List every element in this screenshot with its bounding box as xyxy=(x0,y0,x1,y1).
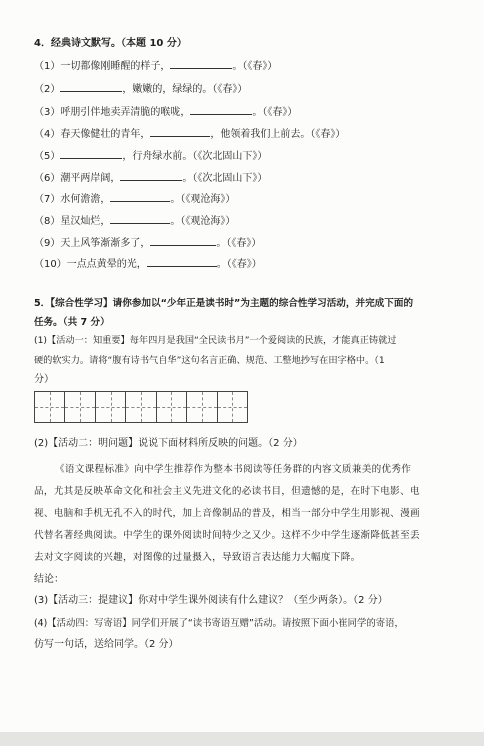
q4-item-10-post: 。（《春》） xyxy=(216,259,262,270)
q4-item-3-pre: （3）呼朋引伴地卖弄清脆的喉咙， xyxy=(34,107,191,118)
grid-cell[interactable] xyxy=(218,392,247,422)
q4-item-8 xyxy=(34,213,235,228)
q4-item-7-pre: （7）水何澹澹， xyxy=(34,194,111,205)
material-line-2: 品，尤其是反映革命文化和社会主义先进文化的必读书目，但遗憾的是，在时下电影、电 xyxy=(34,486,420,497)
q4-item-7 xyxy=(34,191,235,206)
activity-1-line-1: (1)【活动一：知重要】每年四月是我国“全民读书月”一个爱阅读的民族，才能真正铸就过 xyxy=(34,335,397,346)
activity-2: (2)【活动二：明问题】说说下面材料所反映的问题。（2 分） xyxy=(34,438,303,449)
material-line-1: 《语文课程标准》向中学生推荐作为整本书阅读等任务群的内容文质兼美的优秀作 xyxy=(55,464,412,475)
answer-blank[interactable] xyxy=(147,256,217,267)
answer-blank[interactable] xyxy=(150,235,216,246)
q4-item-10 xyxy=(34,256,262,271)
q4-item-3-post: 。（《春》） xyxy=(252,107,298,118)
q4-item-10-pre: （10）一点点黄晕的光， xyxy=(34,259,147,270)
activity-1-line-2: 硬的软实力。请将“腹有诗书气自华”这句名言正确、规范、工整地抄写在田字格中。（1 xyxy=(34,355,385,366)
conclusion-label: 结论： xyxy=(34,574,64,585)
q4-item-6-post: 。（《次北固山下》） xyxy=(182,173,268,184)
q4-item-5-pre: （5） xyxy=(34,151,61,162)
activity-3: (3)【活动三：提建议】你对中学生课外阅读有什么建议？（至少两条）。（2 分） xyxy=(34,595,388,606)
q4-item-4-post: ，他领着我们上前去。（《春》） xyxy=(210,129,346,140)
q4-item-4 xyxy=(34,126,345,141)
answer-blank[interactable] xyxy=(120,170,182,181)
grid-cell[interactable] xyxy=(35,392,65,422)
material-line-5: 去对文字阅读的兴趣，对图像的过量摄入，导致语言表达能力大幅度下降。 xyxy=(34,552,361,563)
q4-item-6-pre: （6）潮平两岸阔， xyxy=(34,173,121,184)
q4-item-3 xyxy=(34,104,297,119)
q4-item-1-post: 。（《春》） xyxy=(232,61,278,72)
q4-item-9 xyxy=(34,235,261,250)
answer-blank[interactable] xyxy=(110,213,170,224)
grid-cell[interactable] xyxy=(187,392,217,422)
q4-item-5-post: ，行舟绿水前。（《次北固山下》） xyxy=(122,151,268,162)
grid-cell[interactable] xyxy=(157,392,187,422)
answer-blank[interactable] xyxy=(150,126,210,137)
q5-title-line-2: 任务。（共 7 分） xyxy=(34,317,110,328)
material-line-3: 视、电脑和手机无孔不入的时代，加上音像制品的普及，相当一部分中学生用影视、漫画 xyxy=(34,508,420,519)
q4-item-2-pre: （2） xyxy=(34,84,61,95)
q4-item-8-post: 。（《观沧海》） xyxy=(170,216,236,227)
q4-title: 4．经典诗文默写。（本题 10 分） xyxy=(34,38,187,49)
answer-blank[interactable] xyxy=(60,148,122,159)
q4-item-9-post: 。（《春》） xyxy=(216,238,262,249)
activity-1-line-3: 分） xyxy=(34,374,54,385)
answer-blank[interactable] xyxy=(170,58,232,69)
activity-4-line-1: (4)【活动四：写寄语】同学们开展了“读书寄语互赠”活动。请按照下面小崔同学的寄语， xyxy=(34,618,404,629)
q4-item-8-pre: （8）星汉灿烂， xyxy=(34,216,111,227)
answer-blank[interactable] xyxy=(190,104,252,115)
q4-item-2-post: ，嫩嫩的，绿绿的。（《春》） xyxy=(122,84,248,95)
scan-bottom-edge xyxy=(0,732,484,746)
q4-item-7-post: 。（《观沧海》） xyxy=(170,194,236,205)
material-line-4: 代替名著经典阅读。中学生的课外阅读时间特少之又少。这样不少中学生逐渐降低甚至丢 xyxy=(34,530,420,541)
q4-item-6 xyxy=(34,170,267,185)
q4-item-5 xyxy=(34,148,267,163)
q5-title-line-1: 5．【综合性学习】请你参加以“少年正是读书时”为主题的综合性学习活动，并完成下面的 xyxy=(34,298,414,309)
activity-4-line-2: 仿写一句话，送给同学。（2 分） xyxy=(34,639,179,650)
grid-cell[interactable] xyxy=(65,392,95,422)
q4-item-1 xyxy=(34,58,277,73)
answer-blank[interactable] xyxy=(110,191,170,202)
grid-cell[interactable] xyxy=(96,392,126,422)
q4-item-9-pre: （9）天上风筝渐渐多了， xyxy=(34,238,151,249)
q4-item-1-pre: （1）一切都像刚睡醒的样子， xyxy=(34,61,171,72)
q4-item-4-pre: （4）春天像健壮的青年， xyxy=(34,129,151,140)
answer-blank[interactable] xyxy=(60,81,122,92)
grid-cell[interactable] xyxy=(126,392,156,422)
q4-item-2 xyxy=(34,81,247,96)
tianzige-writing-grid[interactable] xyxy=(34,391,248,423)
